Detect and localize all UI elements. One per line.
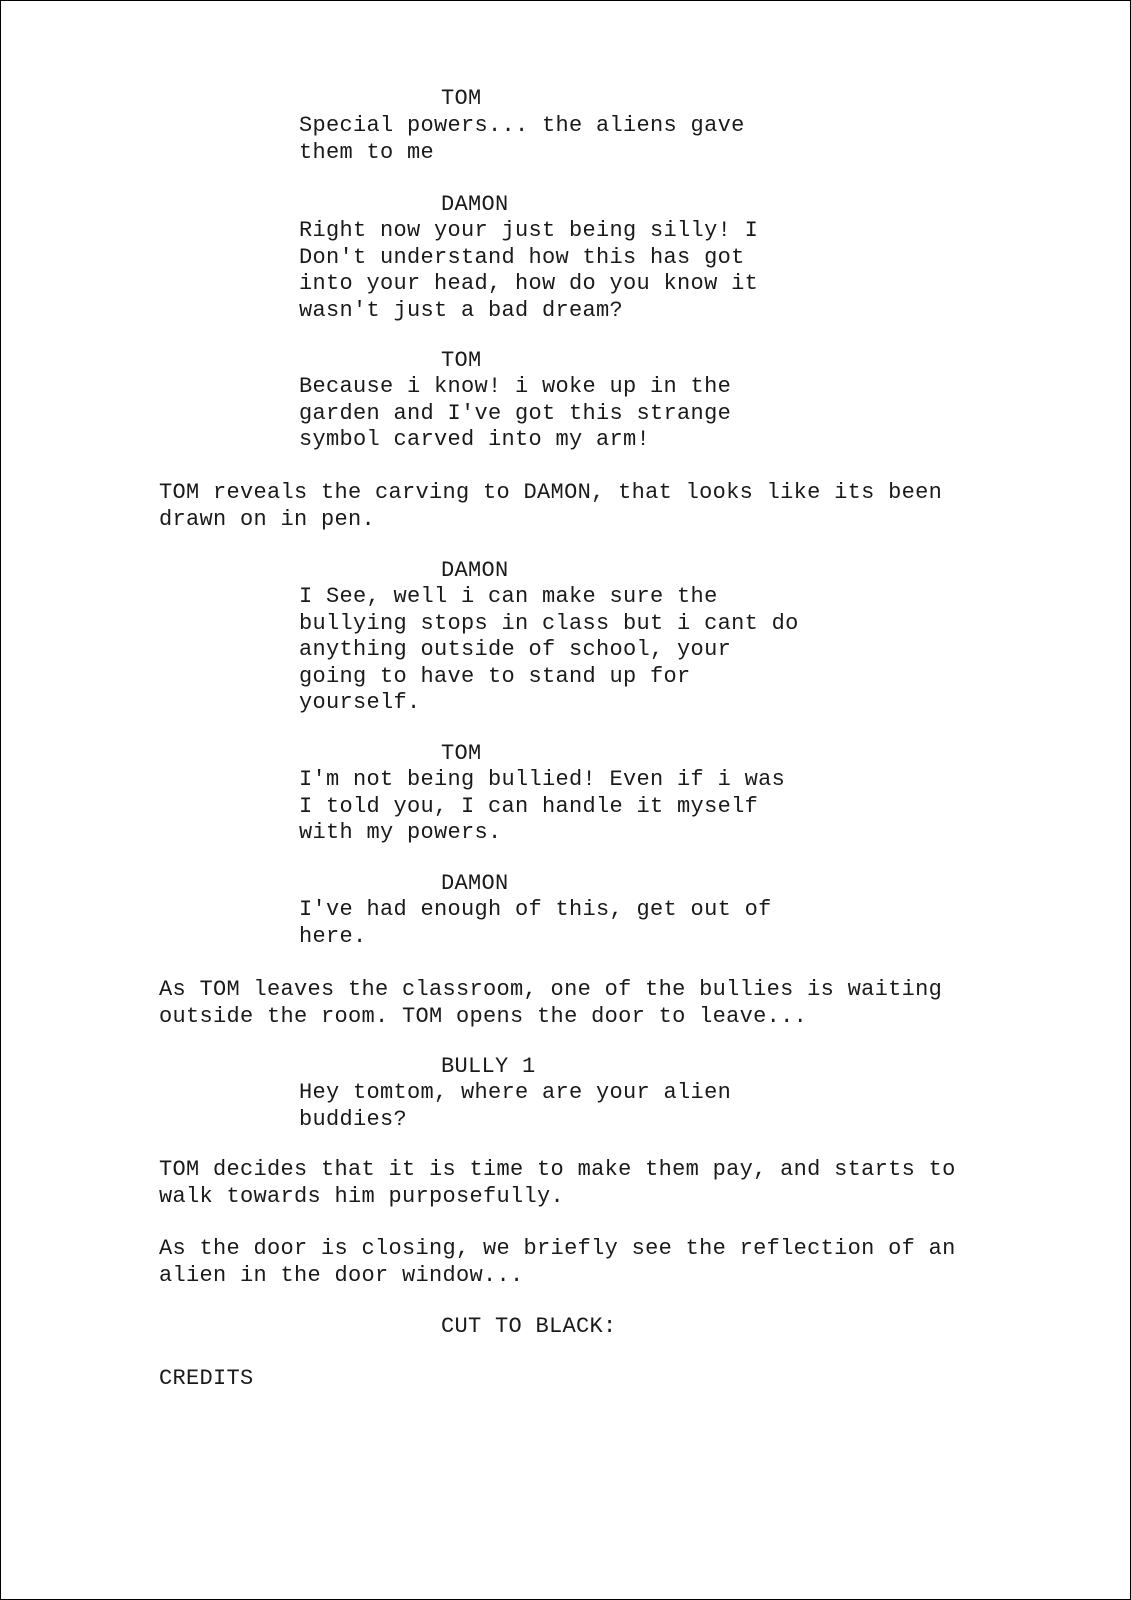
dialogue-line: buddies? (299, 1106, 408, 1132)
character-cue: TOM (441, 86, 482, 111)
dialogue-line: with my powers. (299, 820, 502, 845)
dialogue-line: Special powers... the aliens gave (299, 113, 745, 138)
dialogue-line: bullying stops in class but i cant do (299, 610, 799, 636)
action-line: As TOM leaves the classroom, one of the bullies is waiting (159, 977, 943, 1002)
character-cue: TOM (441, 741, 482, 766)
action-line: outside the room. TOM opens the door to leave... (159, 1003, 808, 1029)
dialogue-line: Don't understand how this has got (299, 244, 745, 270)
action-line: TOM decides that it is time to make them pay, and starts to (159, 1157, 956, 1182)
transition-line: CUT TO BLACK: (441, 1314, 617, 1339)
dialogue-line: wasn't just a bad dream? (299, 297, 624, 323)
dialogue-line: them to me (299, 139, 435, 165)
dialogue-line: I See, well i can make sure the (299, 584, 718, 609)
dialogue-line: into your head, how do you know it (299, 271, 759, 296)
character-cue: DAMON (441, 871, 509, 896)
action-line: alien in the door window... (159, 1262, 524, 1288)
character-cue: DAMON (441, 192, 509, 217)
dialogue-line: yourself. (299, 690, 421, 715)
dialogue-line: Because i know! i woke up in the (299, 374, 732, 399)
dialogue-line: here. (299, 923, 367, 949)
dialogue-line: Hey tomtom, where are your alien (299, 1080, 732, 1105)
action-line: drawn on in pen. (159, 506, 376, 532)
dialogue-line: I told you, I can handle it myself (299, 793, 759, 819)
dialogue-line: going to have to stand up for (299, 663, 691, 689)
dialogue-line: Right now your just being silly! I (299, 218, 759, 243)
character-cue: BULLY 1 (441, 1054, 536, 1079)
dialogue-line: symbol carved into my arm! (299, 427, 651, 452)
dialogue-line: I've had enough of this, get out of (299, 897, 772, 922)
action-line: As the door is closing, we briefly see the reflection of an (159, 1236, 956, 1261)
credits-line: CREDITS (159, 1366, 254, 1391)
character-cue: DAMON (441, 558, 509, 583)
dialogue-line: I'm not being bullied! Even if i was (299, 767, 786, 792)
dialogue-line: anything outside of school, your (299, 637, 732, 662)
action-line: walk towards him purposefully. (159, 1183, 565, 1209)
dialogue-line: garden and I've got this strange (299, 400, 732, 426)
character-cue: TOM (441, 348, 482, 373)
action-line: TOM reveals the carving to DAMON, that looks like its been (159, 480, 943, 505)
